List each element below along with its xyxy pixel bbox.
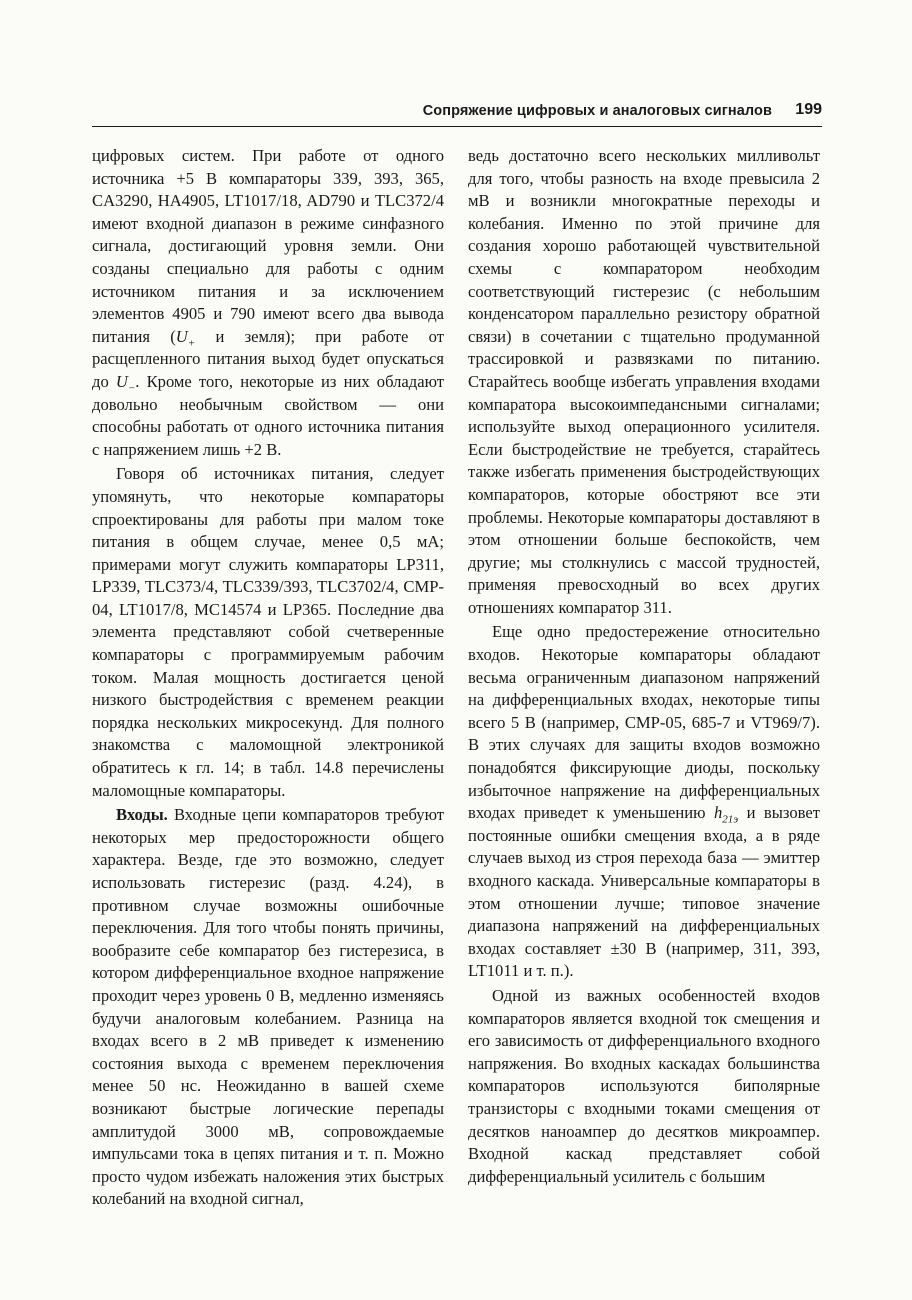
paragraph: Говоря об источниках питания, следует упомянуть, что некоторые компараторы спроектированы для работы при малом токе питания в общем случае, менее 0,5 мА; примерами могут служить компараторы LP311, LP339, TLC373/4, TLC339/393, TLC3702/4, CMP-04, LT1017/8, MC14574 и LP365. Последние два элемента представляют собой счетверенные компараторы с программируемым рабочим током. Малая мощность достигается ценой низкого быстродействия с временем реакции порядка нескольких микросекунд. Для полного знакомства с маломощной электроникой обратитесь к гл. 14; в табл. 14.8 перечислены маломощные компараторы. — [92, 464, 444, 800]
paragraph: Одной из важных особенностей входов компараторов является входной ток смещения и его зависимость от дифференциального входного напряжения. Во входных каскадах большинства компараторов используются биполярные транзисторы с входными токами смещения от десятков наноампер до десятков микроампер. Входной каскад представляет собой дифференциальный усилитель с большим — [468, 985, 820, 1186]
header-title: Сопряжение цифровых и аналоговых сигналов — [422, 103, 772, 119]
right-column — [468, 145, 820, 1188]
section-heading-inputs: Входы. — [116, 805, 168, 825]
u-plus-symbol: $U_+$ — [175, 326, 196, 350]
paragraph: Еще одно предостережение относительно входов. Некоторые компараторы обладают весьма ограниченным диапазоном напряжений на дифференциальных входах, некоторые типы всего 5 В (например, CMP-05, 685-7 и VT969/7). В этих случаях для защиты входов возможно понадобятся фиксирующие диоды, поскольку избыточное напряжение на дифференциальных входах приведет к уменьшению $h_{21э}$ и вызовет постоянные ошибки смещения входа, а в ряде случаев выход из строя перехода база — эмиттер входного каскада. Универсальные компараторы в этом отношении лучше; типовое значение диапазона напряжений на дифференциальных входах составляет ±30 В (например, 311, 393, LT1011 и т. п.). — [468, 622, 820, 981]
u-minus-symbol: $U_-$ — [115, 371, 136, 395]
left-column — [92, 145, 444, 1211]
h21-symbol: $h_{21э}$ — [713, 803, 739, 826]
paragraph: Входы. Входные цепи компараторов требуют некоторых мер предосторожности общего характера. Везде, где это возможно, следует использовать гистерезис (разд. 4.24), в противном случае возможны ошибочные переключения. Для того чтобы понять причины, вообразите себе компаратор без гистерезиса, в котором дифференциальное входное напряжение проходит через уровень 0 В, медленно изменяясь будучи аналоговым колебанием. Разница на входах всего в 2 мВ приведет к изменению состояния выхода с временем переключения менее 50 нс. Неожиданно в вашей схеме возникают быстрые логические перепады амплитудой 3000 мВ, сопровождаемые импульсами тока в цепях питания и т. п. Можно просто чудом избежать наложения этих быстрых колебаний на входной сигнал, — [92, 805, 444, 1209]
paragraph: ведь достаточно всего нескольких милливольт для того, чтобы разность на входе превысила 2 мВ и возникли многократные переходы и колебания. Именно по этой причине для создания хорошо работающей чувствительной схемы с компаратором необходим соответствующий гистерезис (с небольшим конденсатором параллельно резистору обратной связи) в сочетании с тщательно продуманной трассировкой и развязками по питанию. Старайтесь вообще избегать управления входами компаратора высокоимпедансными сигналами; используйте выход операционного усилителя. Если быстродействие не требуется, старайтесь также избегать применения быстродействующих компараторов, которые обостряют все эти проблемы. Некоторые компараторы доставляют в этом отношении больше беспокойств, чем другие; мы столкнулись с массой трудностей, применяя превосходный во всех других отношениях компаратор 311. — [468, 146, 820, 617]
page-number: 199 — [795, 101, 822, 118]
paragraph: цифровых систем. При работе от одного источника +5 В компараторы 339, 393, 365, CA3290, HA4905, LT1017/18, AD790 и TLC372/4 имеют входной диапазон в режиме синфазного сигнала, достигающий уровня земли. Они созданы специально для работы с одним источником питания и за исключением элементов 4905 и 790 имеют всего два вывода питания ($U_+$ и земля); при работе от расщепленного питания выход будет опускаться до $U_-$. Кроме того, некоторые из них обладают довольно необычным свойством — они способны работать от одного источника питания с напряжением лишь +2 В. — [92, 146, 445, 459]
running-header — [92, 100, 822, 127]
